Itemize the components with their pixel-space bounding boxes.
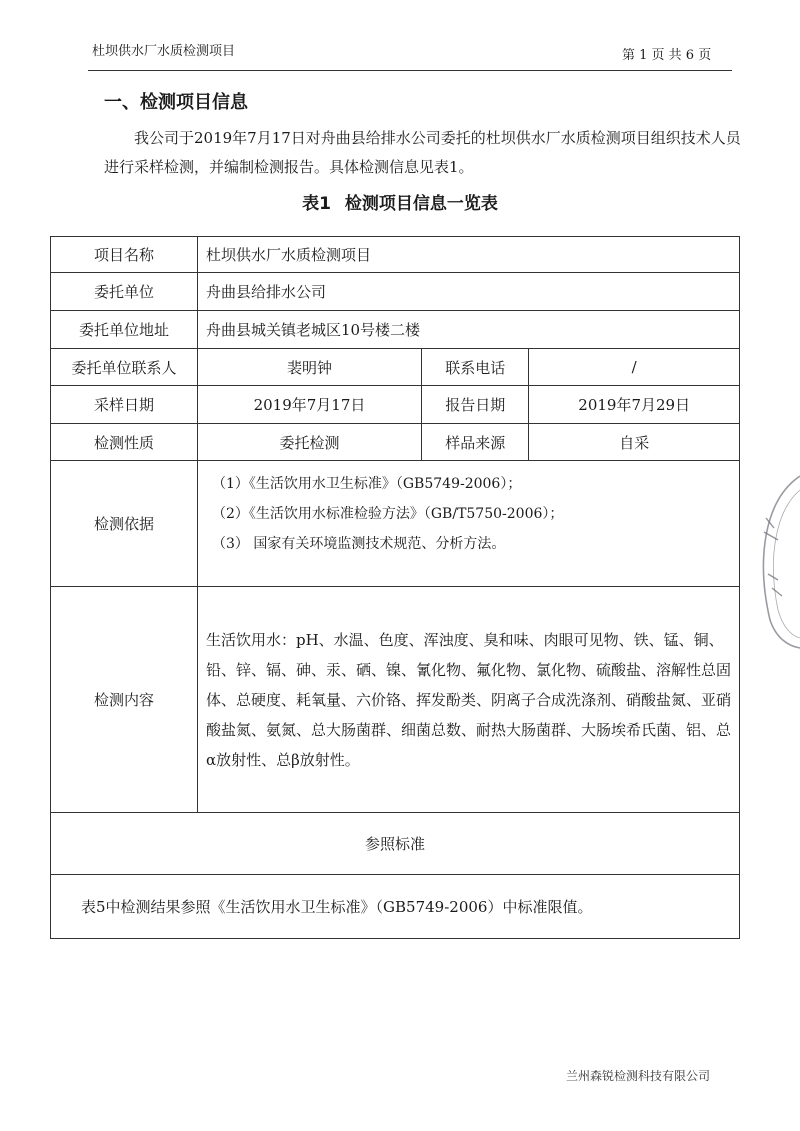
contact-label: 委托单位联系人 <box>51 349 198 386</box>
table-row <box>51 587 740 813</box>
nature-value: 委托检测 <box>197 424 421 461</box>
address-value: 舟曲县城关镇老城区10号楼二楼 <box>197 311 739 349</box>
sample-date-value: 2019年7月17日 <box>197 386 421 424</box>
table-row <box>51 237 740 273</box>
report-date-label: 报告日期 <box>422 386 529 424</box>
basis-item: （2）《生活饮用水标准检验方法》（GB/T5750-2006）； <box>211 506 564 522</box>
client-value: 舟曲县给排水公司 <box>197 273 739 311</box>
client-label: 委托单位 <box>51 273 198 311</box>
content-value: 生活饮用水：pH、水温、色度、浑浊度、臭和味、肉眼可见物、铁、锰、铜、铅、锌、镉、砷、汞、硒、镍、氰化物、氟化物、氯化物、硫酸盐、溶解性总固体、总硬度、耗氧量、六价铬、挥发酚类、阴离子合成洗涤剂、硝酸盐氮、亚硝酸盐氮、氨氮、总大肠菌群、细菌总数、耐热大肠菌群、大肠埃希氏菌、铝、总α放射性、总β放射性。 <box>197 587 739 813</box>
page-number: 第 1 页 共 6 页 <box>622 48 712 63</box>
phone-label: 联系电话 <box>422 349 529 386</box>
seal-partial-icon <box>752 470 800 650</box>
intro-paragraph: 我公司于2019年7月17日对舟曲县给排水公司委托的杜坝供水厂水质检测项目组织技术人员进行采样检测，并编制检测报告。具体检测信息见表1。 <box>104 129 741 176</box>
nature-label: 检测性质 <box>51 424 198 461</box>
content-label: 检测内容 <box>51 587 198 813</box>
address-label: 委托单位地址 <box>51 311 198 349</box>
report-date-value: 2019年7月29日 <box>529 386 740 424</box>
seal-ring <box>763 476 800 648</box>
contact-value: 裴明钟 <box>197 349 421 386</box>
seal-inner-ring <box>773 490 800 638</box>
source-label: 样品来源 <box>422 424 529 461</box>
project-name-label: 项目名称 <box>51 237 198 273</box>
table-row <box>51 386 740 424</box>
basis-label: 检测依据 <box>51 461 198 587</box>
table-row <box>51 875 740 939</box>
table-row <box>51 349 740 386</box>
sample-date-label: 采样日期 <box>51 386 198 424</box>
basis-list <box>197 461 739 587</box>
table-caption-number: 表1 <box>302 194 331 214</box>
reference-header: 参照标准 <box>51 813 740 875</box>
project-name-value: 杜坝供水厂水质检测项目 <box>197 237 739 273</box>
phone-value: / <box>529 349 740 386</box>
header-divider <box>88 70 732 71</box>
table-caption-title: 检测项目信息一览表 <box>344 194 498 214</box>
project-info-table <box>50 236 740 939</box>
table-caption <box>0 189 800 214</box>
document-header-title: 杜坝供水厂水质检测项目 <box>92 44 236 59</box>
table-row <box>51 813 740 875</box>
section-title: 一、检测项目信息 <box>104 92 248 113</box>
table-row <box>51 311 740 349</box>
source-value: 自采 <box>529 424 740 461</box>
table-row <box>51 273 740 311</box>
reference-text: 表5中检测结果参照《生活饮用水卫生标准》（GB5749-2006）中标准限值。 <box>51 875 740 939</box>
table-row <box>51 424 740 461</box>
footer-company: 兰州森锐检测科技有限公司 <box>566 1069 711 1083</box>
basis-item: （3） 国家有关环境监测技术规范、分析方法。 <box>211 536 506 552</box>
table-row <box>51 461 740 587</box>
basis-item: （1）《生活饮用水卫生标准》（GB5749-2006）； <box>211 476 522 492</box>
